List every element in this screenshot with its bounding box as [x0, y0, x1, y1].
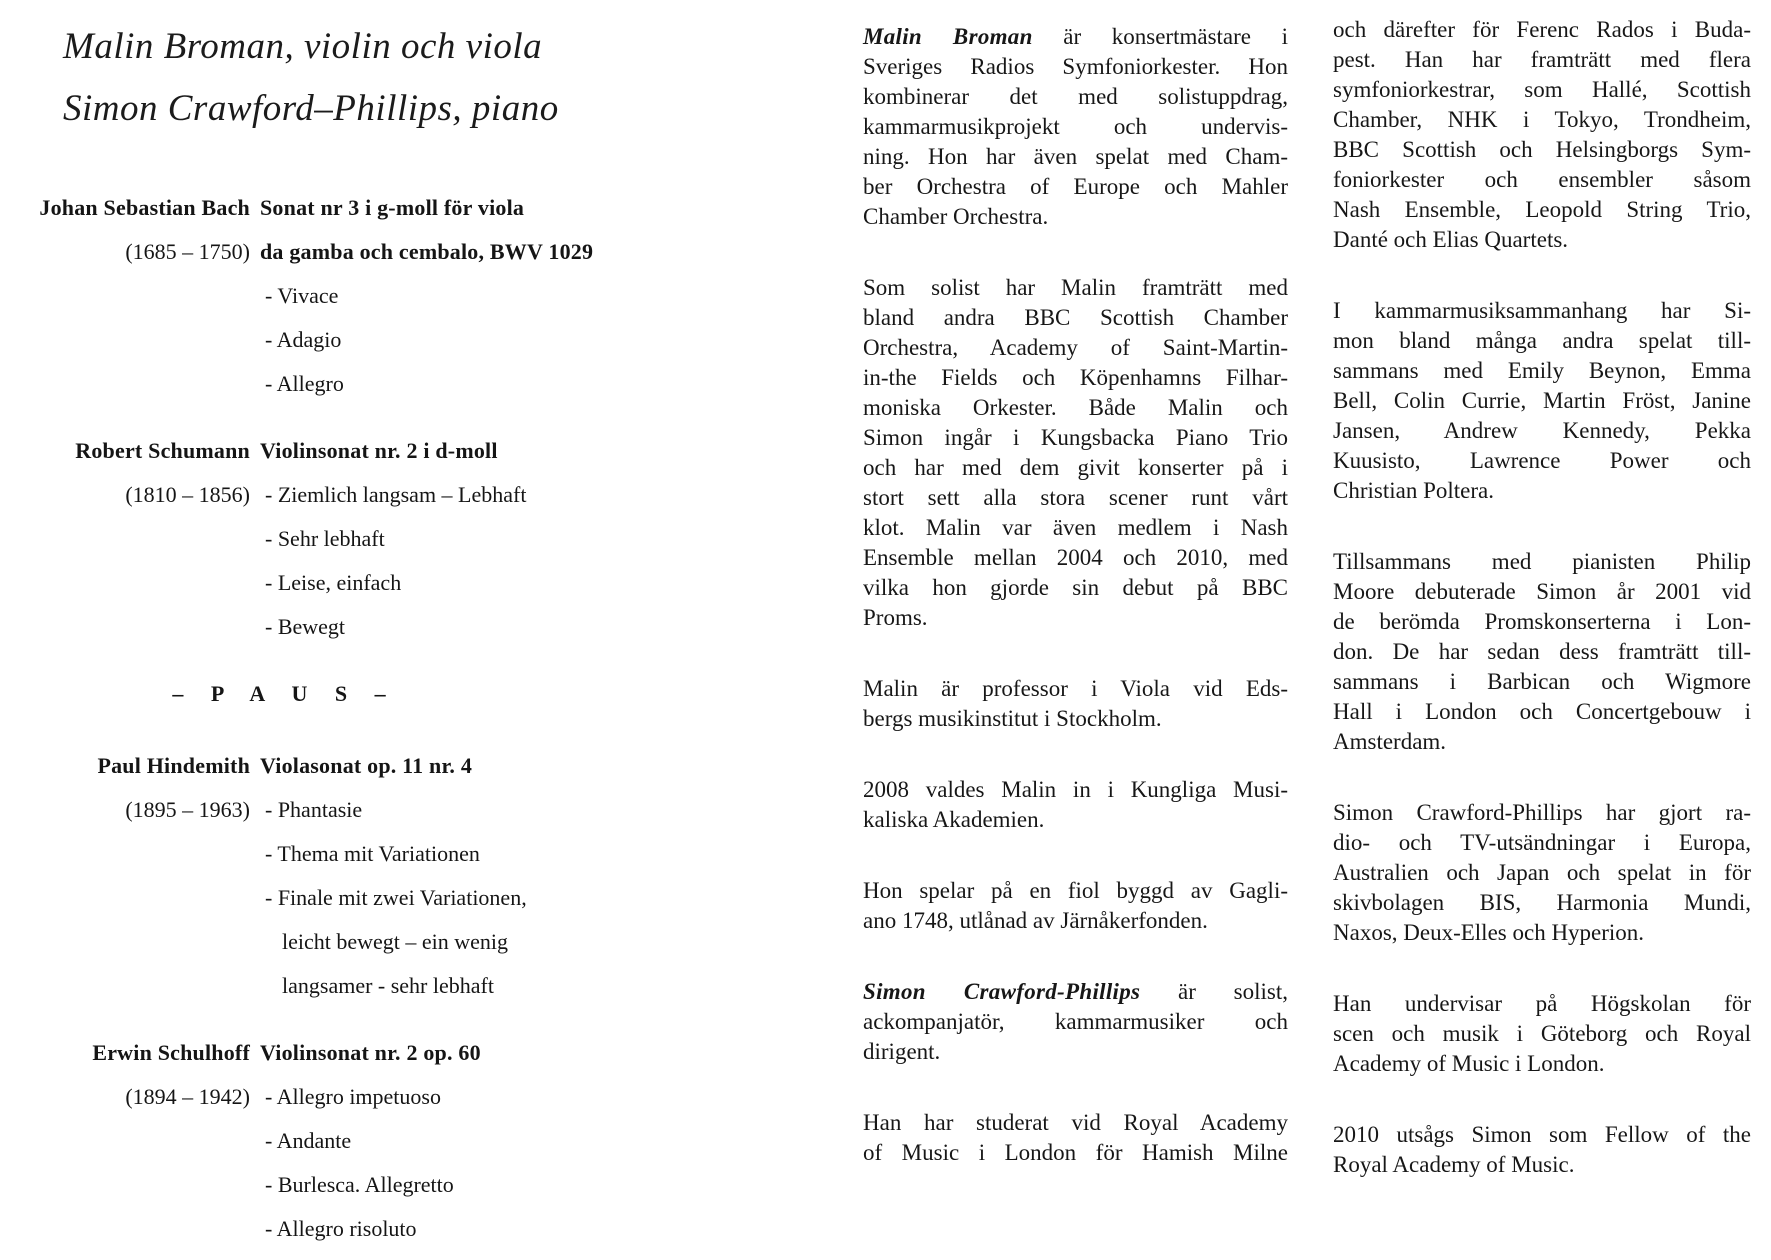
- bio-paragraph: [863, 977, 1288, 1067]
- bio-line: och därefter för Ferenc Rados i Buda-: [1333, 17, 1751, 42]
- composer-cell: [25, 429, 250, 649]
- movement-line: - Ziemlich langsam – Lebhaft: [265, 482, 527, 507]
- work-cell: [260, 744, 540, 1008]
- composer-name: Erwin Schulhoff: [92, 1040, 250, 1065]
- bio-column-middle: [863, 22, 1288, 1209]
- movement-line: - Andante: [265, 1128, 352, 1153]
- bio-line: Sveriges Radios Symfoniorkester. Hon: [863, 54, 1288, 79]
- bio-line: Chamber Orchestra.: [863, 204, 1049, 229]
- bio-line: vilka hon gjorde sin debut på BBC: [863, 575, 1288, 600]
- bio-line: dio- och TV-utsändningar i Europa,: [1333, 830, 1751, 855]
- bio-paragraph: [863, 674, 1288, 734]
- bio-line: Simon Crawford-Phillips är solist,: [863, 979, 1288, 1004]
- bio-line: Amsterdam.: [1333, 729, 1447, 754]
- bio-line: symfoniorkestrar, som Hallé, Scottish: [1333, 77, 1751, 102]
- bio-line: ackompanjatör, kammarmusiker och: [863, 1009, 1288, 1034]
- bio-line: Academy of Music i London.: [1333, 1051, 1605, 1076]
- work-title-line: Violinsonat nr. 2 i d-moll: [260, 438, 498, 463]
- bio-line: Han undervisar på Högskolan för: [1333, 991, 1751, 1016]
- composer-cell: [25, 1031, 250, 1251]
- movement-continuation-line: langsamer - sehr lebhaft: [282, 973, 494, 998]
- program-work: [25, 1031, 540, 1251]
- movement-line: - Thema mit Variationen: [265, 841, 480, 866]
- program-column: [25, 0, 594, 1260]
- bio-line: pest. Han har framträtt med flera: [1333, 47, 1751, 72]
- work-title-line: Violasonat op. 11 nr. 4: [260, 753, 473, 778]
- bio-line: ano 1748, utlånad av Järnåkerfonden.: [863, 908, 1208, 933]
- bio-line: Naxos, Deux-Elles och Hyperion.: [1333, 920, 1645, 945]
- bio-line: mon bland många andra spelat till-: [1333, 328, 1751, 353]
- work-cell: [260, 186, 593, 406]
- movement-line: - Phantasie: [265, 797, 363, 822]
- movement-line: - Allegro risoluto: [265, 1216, 417, 1241]
- bio-line: Simon Crawford-Phillips har gjort ra-: [1333, 800, 1751, 825]
- bio-line: 2010 utsågs Simon som Fellow of the: [1333, 1122, 1751, 1147]
- bio-paragraph: [1333, 1120, 1751, 1180]
- bio-line: Malin är professor i Viola vid Eds-: [863, 676, 1288, 701]
- bio-line: Malin Broman är konsertmästare i: [863, 24, 1288, 49]
- bio-line: dirigent.: [863, 1039, 941, 1064]
- bio-line: scen och musik i Göteborg och Royal: [1333, 1021, 1751, 1046]
- movement-line: - Finale mit zwei Variationen,: [265, 885, 527, 910]
- composer-cell: [25, 744, 250, 1008]
- bio-lead-name: Malin Broman: [863, 24, 1033, 49]
- bio-line: Hon spelar på en fiol byggd av Gagli-: [863, 878, 1288, 903]
- composer-cell: [25, 186, 250, 406]
- program-work: [25, 744, 540, 1008]
- pause-divider: – P A U S –: [172, 681, 393, 706]
- program-list: [25, 186, 594, 1251]
- work-cell: [260, 429, 540, 649]
- bio-paragraph: [863, 775, 1288, 835]
- work-cell: [260, 1031, 540, 1251]
- bio-line: Ensemble mellan 2004 och 2010, med: [863, 545, 1288, 570]
- work-title-line: da gamba och cembalo, BWV 1029: [260, 239, 594, 264]
- program-work: [25, 429, 540, 649]
- bio-paragraph: [1333, 296, 1751, 506]
- bio-paragraph: [863, 22, 1288, 232]
- bio-paragraph: [863, 1108, 1288, 1168]
- bio-line: Simon ingår i Kungsbacka Piano Trio: [863, 425, 1288, 450]
- movement-continuation-line: leicht bewegt – ein wenig: [282, 929, 509, 954]
- bio-line: Hall i London och Concertgebouw i: [1333, 699, 1751, 724]
- bio-line: Royal Academy of Music.: [1333, 1152, 1575, 1177]
- bio-line: I kammarmusiksammanhang har Si-: [1333, 298, 1751, 323]
- bio-line: Chamber, NHK i Tokyo, Trondheim,: [1333, 107, 1751, 132]
- bio-line: bergs musikinstitut i Stockholm.: [863, 706, 1162, 731]
- bio-column-right: [1333, 15, 1751, 1221]
- bio-line: Danté och Elias Quartets.: [1333, 227, 1569, 252]
- bio-line: Proms.: [863, 605, 928, 630]
- composer-dates: (1895 – 1963): [125, 797, 250, 822]
- bio-line: Kuusisto, Lawrence Power och: [1333, 448, 1751, 473]
- bio-paragraph: [1333, 15, 1751, 255]
- bio-paragraph: [1333, 798, 1751, 948]
- bio-line: in-the Fields och Köpenhamns Filhar-: [863, 365, 1288, 390]
- bio-line: stort sett alla stora scener runt vårt: [863, 485, 1288, 510]
- composer-dates: (1894 – 1942): [125, 1084, 250, 1109]
- movement-line: - Sehr lebhaft: [265, 526, 385, 551]
- bio-paragraph: [1333, 547, 1751, 757]
- bio-paragraph: [863, 273, 1288, 633]
- bio-line: sammans i Barbican och Wigmore: [1333, 669, 1751, 694]
- movement-line: - Vivace: [265, 283, 339, 308]
- composer-name: Robert Schumann: [75, 438, 250, 463]
- movement-line: - Leise, einfach: [265, 570, 402, 595]
- movement-line: - Burlesca. Allegretto: [265, 1172, 454, 1197]
- bio-line: sammans med Emily Beynon, Emma: [1333, 358, 1751, 383]
- composer-name: Paul Hindemith: [97, 753, 250, 778]
- bio-paragraph: [863, 876, 1288, 936]
- movement-line: - Allegro: [265, 371, 344, 396]
- bio-line: skivbolagen BIS, Harmonia Mundi,: [1333, 890, 1751, 915]
- bio-line: de berömda Promskonserterna i Lon-: [1333, 609, 1751, 634]
- bio-line: Christian Poltera.: [1333, 478, 1494, 503]
- composer-name: Johan Sebastian Bach: [39, 195, 250, 220]
- bio-line: Han har studerat vid Royal Academy: [863, 1110, 1288, 1135]
- bio-line: Orchestra, Academy of Saint-Martin-: [863, 335, 1288, 360]
- bio-line: Som solist har Malin framträtt med: [863, 275, 1288, 300]
- bio-line: Tillsammans med pianisten Philip: [1333, 549, 1751, 574]
- bio-line: kaliska Akademien.: [863, 807, 1045, 832]
- bio-line: Australien och Japan och spelat in för: [1333, 860, 1751, 885]
- work-title-line: Sonat nr 3 i g-moll för viola: [260, 195, 525, 220]
- movement-line: - Adagio: [265, 327, 342, 352]
- performers-title: [25, 0, 559, 140]
- bio-line: Moore debuterade Simon år 2001 vid: [1333, 579, 1751, 604]
- bio-line: bland andra BBC Scottish Chamber: [863, 305, 1288, 330]
- work-title-line: Violinsonat nr. 2 op. 60: [260, 1040, 481, 1065]
- bio-line: Bell, Colin Currie, Martin Fröst, Janine: [1333, 388, 1751, 413]
- performer-line-violin: Malin Broman, violin och viola: [63, 26, 543, 67]
- composer-dates: (1685 – 1750): [125, 239, 250, 264]
- movement-line: - Bewegt: [265, 614, 346, 639]
- bio-line: foniorkester och ensembler såsom: [1333, 167, 1751, 192]
- bio-line: kombinerar det med solistuppdrag,: [863, 84, 1288, 109]
- movement-line: - Allegro impetuoso: [265, 1084, 441, 1109]
- bio-line: BBC Scottish och Helsingborgs Sym-: [1333, 137, 1751, 162]
- bio-line: Jansen, Andrew Kennedy, Pekka: [1333, 418, 1751, 443]
- bio-paragraph: [1333, 989, 1751, 1079]
- bio-line: moniska Orkester. Både Malin och: [863, 395, 1288, 420]
- program-work: [25, 186, 594, 406]
- bio-line: ning. Hon har även spelat med Cham-: [863, 144, 1288, 169]
- performer-line-piano: Simon Crawford–Phillips, piano: [63, 88, 559, 129]
- bio-lead-name: Simon Crawford-Phillips: [863, 979, 1141, 1004]
- bio-line: Nash Ensemble, Leopold String Trio,: [1333, 197, 1751, 222]
- bio-line: och har med dem givit konserter på i: [863, 455, 1288, 480]
- bio-line: klot. Malin var även medlem i Nash: [863, 515, 1288, 540]
- bio-line: kammarmusikprojekt och undervis-: [863, 114, 1288, 139]
- bio-line: don. De har sedan dess framträtt till-: [1333, 639, 1751, 664]
- bio-line: 2008 valdes Malin in i Kungliga Musi-: [863, 777, 1288, 802]
- bio-line: ber Orchestra of Europe och Mahler: [863, 174, 1288, 199]
- composer-dates: (1810 – 1856): [125, 482, 250, 507]
- bio-line: of Music i London för Hamish Milne: [863, 1140, 1288, 1165]
